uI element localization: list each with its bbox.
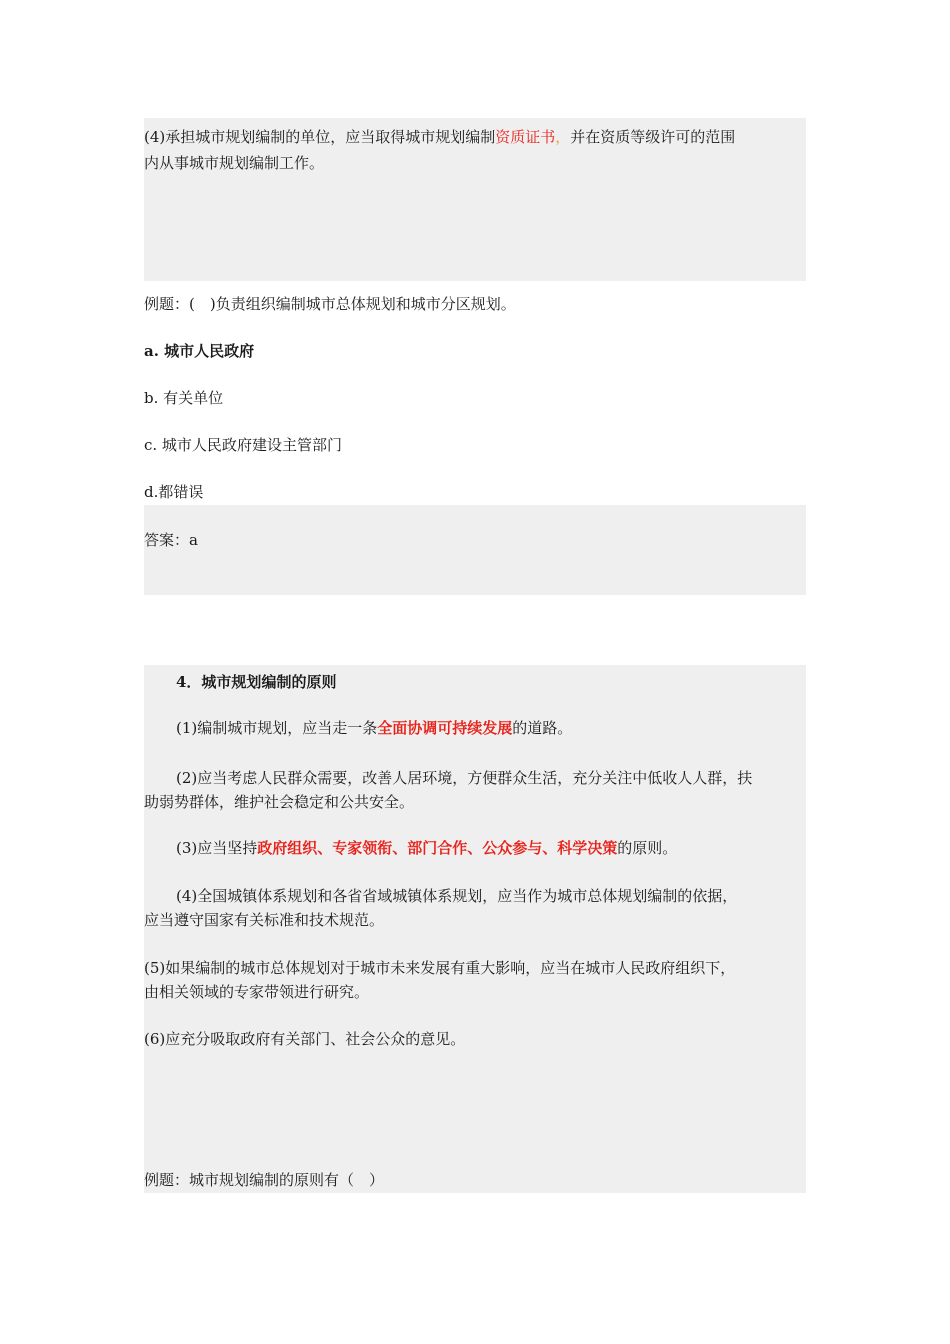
shaded-block-answer: [144, 505, 806, 595]
option-d: d.都错误: [144, 483, 204, 501]
section4-example-question: 例题：城市规划编制的原则有（ ）: [144, 1171, 385, 1189]
item4-line2: 内从事城市规划编制工作。: [144, 154, 325, 172]
example-question: 例题：( )负责组织编制城市总体规划和城市分区规划。: [144, 295, 516, 313]
principle-4-line1: (4)全国城镇体系规划和各省省域城镇体系规划，应当作为城市总体规划编制的依据，: [176, 887, 738, 905]
principle-5-line1: (5)如果编制的城市总体规划对于城市未来发展有重大影响，应当在城市人民政府组织下，: [144, 959, 736, 977]
principle-4-line2: 应当遵守国家有关标准和技术规范。: [144, 911, 385, 929]
item4-comma: ，: [555, 128, 571, 146]
principle-3-highlight: 政府组织、专家领衔、部门合作、公众参与、科学决策: [257, 839, 618, 857]
principle-1-text-b: 的道路。: [512, 719, 573, 737]
principle-5-line2: 由相关领域的专家带领进行研究。: [144, 983, 370, 1001]
principle-1-highlight: 全面协调可持续发展: [377, 719, 513, 737]
principle-1-text-a: (1)编制城市规划，应当走一条: [176, 719, 378, 737]
option-c: c. 城市人民政府建设主管部门: [144, 436, 342, 454]
option-b: b. 有关单位: [144, 389, 224, 407]
item4-text-b: 并在资质等级许可的范围: [570, 128, 736, 146]
principle-3: [176, 836, 677, 860]
item4-text-a: (4)承担城市规划编制的单位，应当取得城市规划编制: [144, 128, 496, 146]
principle-6: (6)应充分吸取政府有关部门、社会公众的意见。: [144, 1030, 466, 1048]
principle-2-line2: 助弱势群体，维护社会稳定和公共安全。: [144, 793, 415, 811]
principle-1: [176, 716, 572, 740]
principle-3-text-b: 的原则。: [617, 839, 678, 857]
option-a: a. 城市人民政府: [144, 342, 255, 360]
principle-2-line1: (2)应当考虑人民群众需要，改善人居环境，方便群众生活，充分关注中低收人人群，扶: [176, 769, 753, 787]
answer: 答案：a: [144, 531, 198, 549]
section4-heading: 4．城市规划编制的原则: [176, 673, 337, 691]
principle-3-text-a: (3)应当坚持: [176, 839, 258, 857]
item4-line1: [144, 125, 735, 149]
qualification-certificate-highlight: 资质证书: [495, 128, 556, 146]
